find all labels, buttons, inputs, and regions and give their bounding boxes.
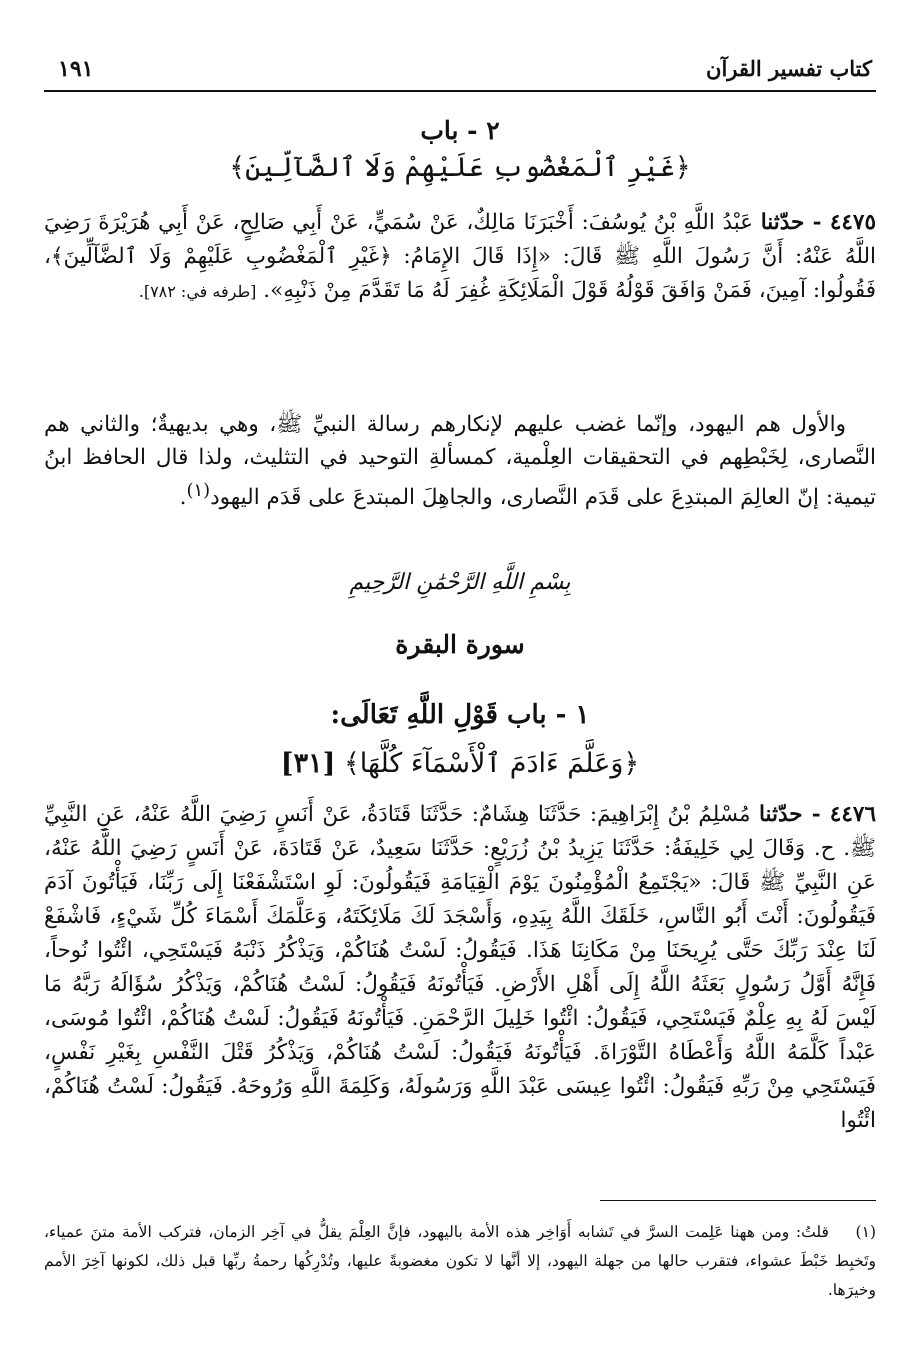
hadith-number: ٤٤٧٥ - حدّثنا bbox=[760, 210, 877, 235]
hadith-4475 bbox=[44, 206, 876, 309]
quran-verse-fatiha: ﴿غَيْرِ ٱلْمَغْضُوبِ عَلَيْهِمْ وَلَا ٱلضَّآلِّينَ﴾ bbox=[229, 152, 691, 183]
running-header bbox=[44, 54, 876, 92]
hadith-text: مُسْلِمُ بْنُ إِبْرَاهِيمَ: حَدَّثَنَا هِشَامٌ: حَدَّثَنَا قَتَادَةُ، عَنْ أَنَسٍ رَضِيَ اللَّهُ عَنْهُ، عَنِ النَّبِيِّ ﷺ. ح. وَقَالَ لِي خَلِيفَةُ: حَدَّثَنَا يَزِيدُ بْنُ زُرَيْعٍ: حَدَّثَنَا سَعِيدٌ، عَنْ قَتَادَةَ، عَنْ أَنَسٍ رَضِيَ اللَّهُ عَنْهُ، عَنِ النَّبِيِّ ﷺ قَالَ: «يَجْتَمِعُ الْمُؤْمِنُونَ يَوْمَ الْقِيَامَةِ فَيَقُولُونَ: لَوِ اسْتَشْفَعْنَا إِلَى رَبِّنَا، فَيَأْتُونَ آدَمَ فَيَقُولُونَ: أَنْتَ أَبُو النَّاسِ، خَلَقَكَ اللَّهُ بِيَدِهِ، وَأَسْجَدَ لَكَ مَلَائِكَتَهُ، وَعَلَّمَكَ أَسْمَاءَ كُلِّ شَيْءٍ، فَاشْفَعْ لَنَا عِنْدَ رَبِّكَ حَتَّى يُرِيحَنَا مِنْ مَكَانِنَا هَذَا. فَيَقُولُ: لَسْتُ هُنَاكُمْ، وَيَذْكُرُ ذَنْبَهُ فَيَسْتَحِي، ائْتُوا نُوحاً، فَإِنَّهُ أَوَّلُ رَسُولٍ بَعَثَهُ اللَّهُ إِلَى أَهْلِ الأَرْضِ. فَيَأْتُونَهُ فَيَقُولُ: لَسْتُ هُنَاكُمْ، وَيَذْكُرُ سُؤَالَهُ رَبَّهُ مَا لَيْسَ لَهُ بِهِ عِلْمٌ فَيَسْتَحِي، فَيَقُولُ: ائْتُوا خَلِيلَ الرَّحْمَنِ. فَيَأْتُونَهُ فَيَقُولُ: لَسْتُ هُنَاكُمْ، ائْتُوا مُوسَى، عَبْداً كَلَّمَهُ اللَّهُ وَأَعْطَاهُ التَّوْرَاةَ. فَيَأْتُونَهُ فَيَقُولُ: لَسْتُ هُنَاكُمْ، وَيَذْكُرُ قَتْلَ النَّفْسِ بِغَيْرِ نَفْسٍ، فَيَسْتَحِي مِنْ رَبِّهِ فَيَقُولُ: ائْتُوا عِيسَى عَبْدَ اللَّهِ وَرَسُولَهُ، وَكَلِمَةَ اللَّهِ وَرُوحَهُ. فَيَقُولُ: لَسْتُ هُنَاكُمْ، ائْتُوا bbox=[44, 802, 877, 1133]
commentary-paragraph bbox=[44, 408, 876, 514]
bismillah: بِسْمِ اللَّهِ الرَّحْمَٰنِ الرَّحِيمِ bbox=[349, 570, 571, 595]
book-page bbox=[44, 40, 876, 1340]
chapter-heading-2: ٢ - باب bbox=[420, 116, 500, 145]
verse-text: ﴿وَعَلَّمَ ءَادَمَ ٱلْأَسْمَآءَ كُلَّهَا﴾ bbox=[343, 748, 640, 779]
hadith-text: عَبْدُ اللَّهِ بْنُ يُوسُفَ: أَخْبَرَنَا مَالِكٌ، عَنْ سُمَيٍّ، عَنْ أَبِي صَالِحٍ، عَنْ أَبِي هُرَيْرَةَ رَضِيَ اللَّهُ عَنْهُ: أَنَّ رَسُولَ اللَّهِ ﷺ قَالَ: «إِذَا قَالَ الإِمَامُ: ﴿غَيْرِ ٱلْمَغْضُوبِ عَلَيْهِمْ وَلَا ٱلضَّآلِّينَ﴾، فَقُولُوا: آمِينَ، فَمَنْ وَافَقَ قَوْلُهُ قَوْلَ الْمَلَائِكَةِ غُفِرَ لَهُ مَا تَقَدَّمَ مِنْ ذَنْبِهِ». bbox=[44, 210, 876, 303]
footnote-marker: (١) bbox=[855, 1223, 876, 1241]
footnote-divider bbox=[600, 1200, 876, 1201]
verse-reference: [٣١] bbox=[280, 748, 336, 779]
surah-title: سورة البقرة bbox=[395, 630, 525, 659]
page-number: ١٩١ bbox=[58, 56, 94, 82]
quran-verse-baqarah bbox=[44, 748, 876, 779]
hadith-number: ٤٤٧٦ - حدّثنا bbox=[759, 802, 876, 827]
footnote-text: قلتُ: ومن ههنا عَلِمت السرَّ في تَشابه أَوَاخِر هذه الأمة باليهود، فإنَّ العِلْمَ يقلُّ في آخِر الزمان، فتركب الأمة متنَ عمياء، وتَخبِط خَبْطَ عشواء، فتقرب حالها من جهلة اليهود، إلا أنَّها لا تكون مغضوبةً عليها، وتُدْرِكُها رحمةُ ربِّها قبل ذلك، لكونها آخِرَ الأمم وخيرَها. bbox=[44, 1223, 876, 1299]
book-title: كتاب تفسير القرآن bbox=[706, 56, 872, 81]
chapter-heading-1: ١ - باب قَوْلِ اللَّهِ تَعَالَى: bbox=[330, 700, 590, 730]
commentary-text: والأول هم اليهود، وإنّما غضب عليهم لإنكارهم رسالة النبيِّ ﷺ، وهي بديهيةٌ؛ والثاني هم النَّصارى، لِخَبْطِهم في التحقيقات العِلْمية، كمسألةِ التوحيد في التثليث، ولذا قال الحافظ ابنُ تيمية: إنّ العالِمَ المبتدِعَ على قَدَم النَّصارى، والجاهِلَ المبتدعَ على قَدَم اليهود bbox=[44, 412, 876, 511]
footnote-reference: (١) bbox=[186, 480, 211, 501]
footnote bbox=[44, 1218, 876, 1305]
cross-reference: [طرفه في: ٧٨٢]. bbox=[138, 282, 257, 301]
commentary-end: . bbox=[179, 485, 187, 511]
hadith-4476 bbox=[44, 798, 876, 1138]
